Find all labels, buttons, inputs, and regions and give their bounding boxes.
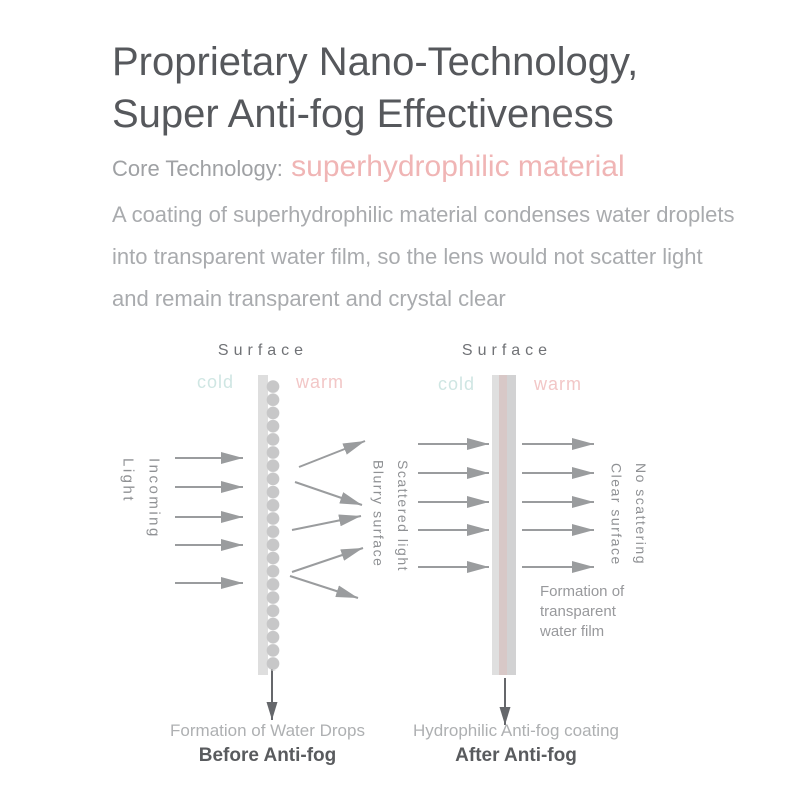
surface-label-before: Surface [217,342,309,359]
transmitted-light-arrows [522,444,594,567]
incoming-light-line-2: Light [119,458,137,504]
title-line-2: Super Anti-fog Effectiveness [112,92,614,136]
transparent-film-label [540,582,624,642]
lens-surface-after-with-coating [492,375,516,675]
scattered-light-label [366,460,415,572]
warm-label-before: warm [296,372,344,392]
scattered-light-arrows [290,441,365,598]
no-scattering-label [604,463,653,566]
description-paragraph [112,194,734,320]
coating-layer-outer [492,375,499,675]
core-technology-value: superhydrophilic material [282,150,625,183]
scattered-light-line-1: Scattered light [395,460,411,572]
surface-label-after: Surface [461,342,553,359]
coating-layer-inner [507,375,516,675]
no-scattering-line-2: Clear surface [608,463,625,566]
coating-layer-hydrophilic [499,375,507,675]
water-drops-result-label: Formation of Water Drops [170,721,365,740]
hydrophilic-coating-result-label: Hydrophilic Anti-fog coating [412,721,619,740]
transparent-film-line-3: water film [540,623,605,640]
no-scattering-line-1: No scattering [633,463,649,565]
incoming-light-arrows-before [175,458,243,583]
incoming-light-line-1: Incoming [145,458,163,539]
incoming-light-label [114,458,167,539]
water-droplets-column [266,380,280,671]
anti-fog-diagram [100,330,700,780]
description-line-2: into transparent water film, so the lens would not scatter light [112,244,703,269]
core-technology-line [112,150,625,184]
core-technology-label: Core Technology: [112,156,283,181]
transparent-film-line-2: transparent [540,603,616,620]
incoming-light-arrows-after [418,444,489,567]
before-anti-fog-caption: Before Anti-fog [198,745,337,766]
description-line-3: and remain transparent and crystal clear [112,286,506,311]
title-line-1: Proprietary Nano-Technology, [112,40,639,84]
scattered-light-line-2: Blurry surface [370,460,387,568]
warm-label-after: warm [534,374,582,394]
cold-label-after: cold [438,374,476,394]
description-line-1: A coating of superhydrophilic material condenses water droplets [112,202,735,227]
cold-label-before: cold [197,372,235,392]
page-title [112,36,638,140]
transparent-film-line-1: Formation of [540,583,625,600]
after-anti-fog-caption: After Anti-fog [455,745,577,766]
